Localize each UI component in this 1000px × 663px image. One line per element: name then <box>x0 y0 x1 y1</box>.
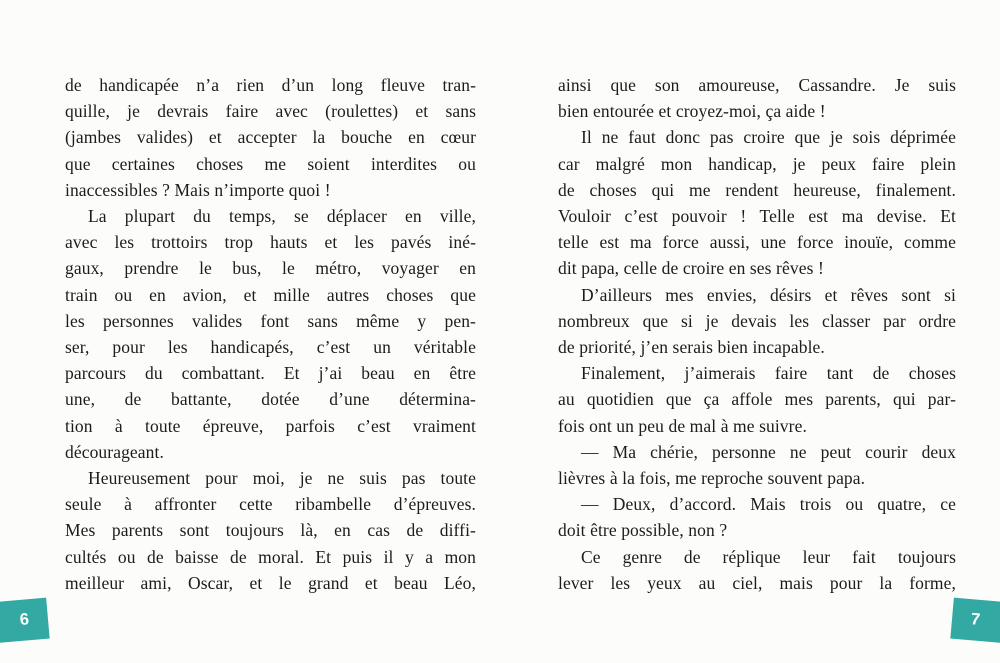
text-line: de handicapée n’a rien d’un long fleuve tran- <box>65 75 476 95</box>
text-line: lièvres à la fois, me reproche souvent papa. <box>558 468 866 489</box>
page-number-left: 6 <box>19 610 30 629</box>
text-line: meilleur ami, Oscar, et le grand et beau Léo, <box>65 572 476 593</box>
text-line: que certaines choses me soient interdites ou <box>65 153 476 174</box>
text-line: gaux, prendre le bus, le métro, voyager en <box>65 258 476 279</box>
text-line: seule à affronter cette ribambelle d’épreuves. <box>65 494 476 515</box>
text-line: Mes parents sont toujours là, en cas de diffi- <box>65 520 476 541</box>
text-line: tion à toute épreuve, parfois c’est vraiment <box>65 415 476 436</box>
text-line: lever les yeux au ciel, mais pour la forme, <box>558 572 956 593</box>
text-line: car malgré mon handicap, je peux faire plein <box>558 153 956 174</box>
text-line: quille, je devrais faire avec (roulettes) et sans <box>65 101 476 122</box>
text-line: décourageant. <box>65 441 164 462</box>
text-line: train ou en avion, et mille autres choses que <box>65 284 476 305</box>
text-line: ser, pour les handicapés, c’est un véritable <box>65 337 476 358</box>
page-left-text <box>65 72 476 596</box>
text-line: D’ailleurs mes envies, désirs et rêves sont si <box>581 284 956 305</box>
text-line: Ce genre de réplique leur fait toujours <box>581 546 956 567</box>
text-line: doit être possible, non ? <box>558 520 728 541</box>
text-line: inaccessibles ? Mais n’importe quoi ! <box>65 179 331 200</box>
text-line: — Ma chérie, personne ne peut courir deux <box>581 441 956 462</box>
text-line: une, de battante, dotée d’une détermina- <box>65 389 476 410</box>
page-number-badge-right <box>950 598 1000 644</box>
text-line: Heureusement pour moi, je ne suis pas toute <box>88 468 476 489</box>
text-line: Vouloir c’est pouvoir ! Telle est ma devise. Et <box>558 206 956 227</box>
text-line: avec les trottoirs trop hauts et les pavés iné- <box>65 232 476 253</box>
text-line: parcours du combattant. Et j’ai beau en être <box>65 363 476 384</box>
text-line: Il ne faut donc pas croire que je sois déprimée <box>581 127 956 148</box>
text-line: (jambes valides) et accepter la bouche en cœur <box>65 127 476 148</box>
text-line: bien entourée et croyez-moi, ça aide ! <box>558 101 826 122</box>
text-line: La plupart du temps, se déplacer en ville, <box>88 206 476 227</box>
text-line: telle est ma force aussi, une force inouïe, comme <box>558 232 956 253</box>
text-line: les personnes valides font sans même y pen- <box>65 310 476 331</box>
text-line: fois ont un peu de mal à me suivre. <box>558 415 807 436</box>
text-line: dit papa, celle de croire en ses rêves ! <box>558 258 824 279</box>
text-line: de choses qui me rendent heureuse, finalement. <box>558 179 956 200</box>
page-number-right: 7 <box>970 610 981 629</box>
page-right-text <box>558 72 956 596</box>
text-line: cultés ou de baisse de moral. Et puis il y a mon <box>65 546 476 567</box>
text-line: ainsi que son amoureuse, Cassandre. Je suis <box>558 75 956 95</box>
text-line: Finalement, j’aimerais faire tant de choses <box>581 363 956 384</box>
text-line: nombreux que si je devais les classer par ordre <box>558 310 956 331</box>
text-line: de priorité, j’en serais bien incapable. <box>558 337 825 358</box>
page-number-badge-left <box>0 598 50 644</box>
text-line: au quotidien que ça affole mes parents, qui par- <box>558 389 956 410</box>
text-line: — Deux, d’accord. Mais trois ou quatre, ce <box>581 494 956 515</box>
